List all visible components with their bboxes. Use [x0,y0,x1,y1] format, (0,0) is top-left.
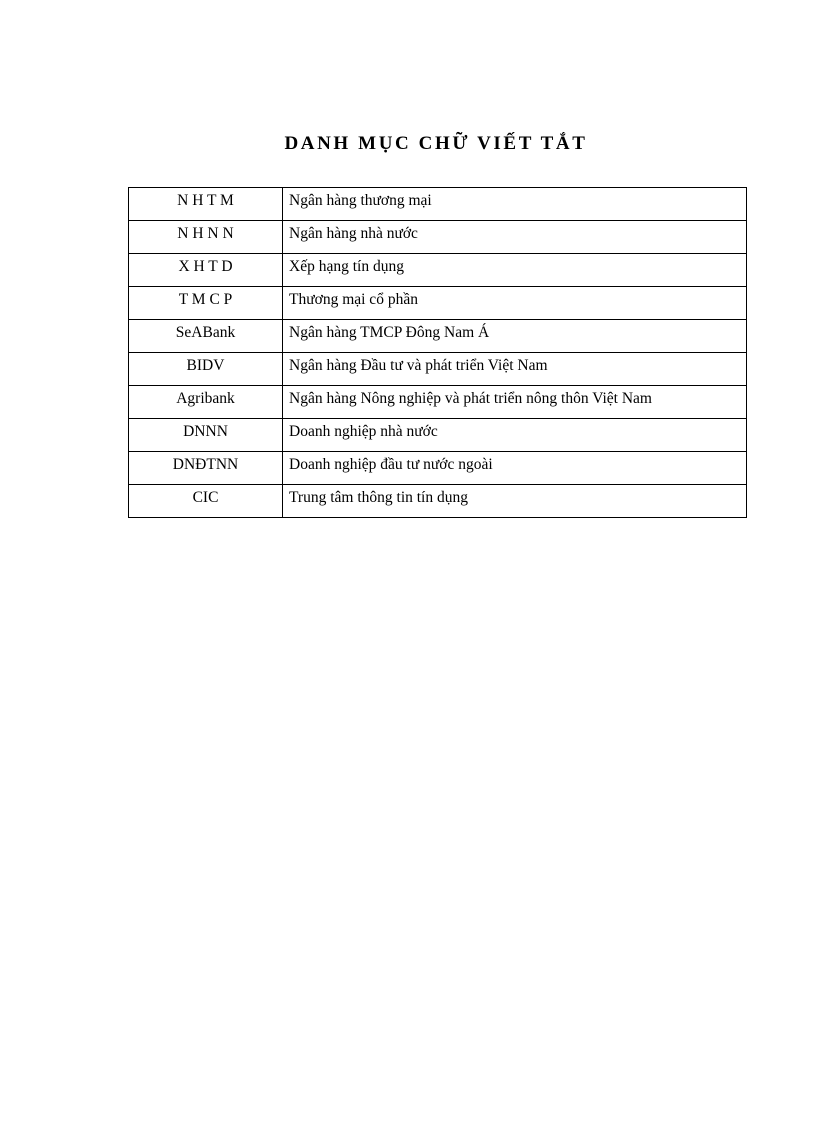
abbreviation-cell: DNĐTNN [129,452,283,485]
full-form-cell: Ngân hàng Đầu tư và phát triển Việt Nam [283,353,747,386]
full-form-cell: Doanh nghiệp nhà nước [283,419,747,452]
full-form-cell: Ngân hàng TMCP Đông Nam Á [283,320,747,353]
table-row [129,287,747,320]
page-title: DANH MỤC CHỮ VIẾT TẮT [284,133,588,154]
table-row [129,386,747,419]
abbreviation-cell: T M C P [129,287,283,320]
table-row [129,419,747,452]
table-row [129,320,747,353]
full-form-cell: Ngân hàng nhà nước [283,221,747,254]
table-row [129,353,747,386]
abbreviation-cell: N H T M [129,188,283,221]
table-row [129,188,747,221]
abbreviation-cell: X H T D [129,254,283,287]
full-form-cell: Ngân hàng thương mại [283,188,747,221]
abbreviation-cell: CIC [129,485,283,518]
table-row [129,452,747,485]
table-row [129,485,747,518]
full-form-cell: Xếp hạng tín dụng [283,254,747,287]
full-form-cell: Doanh nghiệp đầu tư nước ngoài [283,452,747,485]
full-form-cell: Thương mại cổ phần [283,287,747,320]
abbreviation-cell: SeABank [129,320,283,353]
abbreviation-cell: N H N N [129,221,283,254]
abbreviation-cell: BIDV [129,353,283,386]
full-form-cell: Trung tâm thông tin tín dụng [283,485,747,518]
abbreviation-cell: Agribank [129,386,283,419]
abbreviation-table [128,187,747,518]
table-row [129,254,747,287]
abbreviation-cell: DNNN [129,419,283,452]
full-form-cell: Ngân hàng Nông nghiệp và phát triển nông thôn Việt Nam [283,386,747,419]
table-row [129,221,747,254]
